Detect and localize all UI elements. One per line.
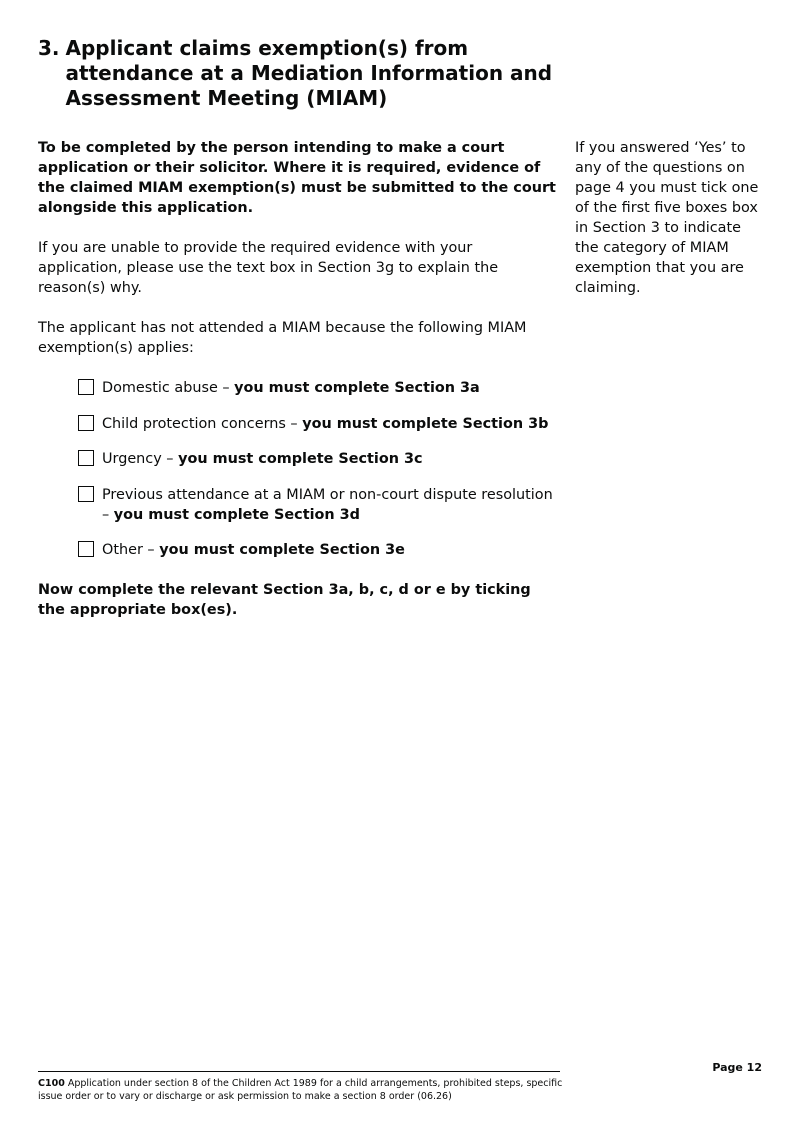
option-label: Domestic abuse –: [102, 380, 235, 396]
option-label: Urgency –: [102, 451, 179, 467]
form-code: C100: [38, 1078, 65, 1089]
closing-instruction: Now complete the relevant Section 3a, b, c, d or e by ticking the appropriate box(es).: [38, 582, 531, 618]
page-number: Page 12: [712, 1061, 762, 1074]
urgency-checkbox[interactable]: [78, 450, 94, 466]
exemption-lead: The applicant has not attended a MIAM because the following MIAM exemption(s) applies:: [38, 320, 527, 356]
other-checkbox[interactable]: [78, 541, 94, 557]
side-note: If you answered ‘Yes’ to any of the questions on page 4 you must tick one of the first five boxes box in Section 3 to indicate the category of MIAM exemption that you are claiming.: [575, 140, 759, 296]
option-label: Previous attendance at a MIAM or non-court dispute resolution –: [102, 486, 553, 523]
section-heading: [38, 36, 578, 111]
domestic-abuse-checkbox[interactable]: [78, 379, 94, 395]
option-previous-attendance: [78, 485, 560, 525]
option-action: you must complete Section 3d: [113, 506, 360, 523]
option-action: you must complete Section 3e: [159, 542, 405, 558]
completion-instructions: To be completed by the person intending to make a court application or their solicitor. Where it is required, evidence of the claimed MIAM exemption(s) must be submitted to the court alongside this application.: [38, 140, 556, 216]
previous-attendance-checkbox[interactable]: [78, 486, 94, 502]
option-action: you must complete Section 3c: [178, 451, 423, 467]
option-label: Child protection concerns –: [102, 415, 303, 432]
option-text: [102, 378, 560, 398]
child-protection-checkbox[interactable]: [78, 415, 94, 431]
section-number: 3.: [38, 36, 60, 60]
option-domestic-abuse: [78, 378, 560, 398]
option-text: [102, 449, 560, 469]
option-label: Other –: [102, 542, 160, 558]
option-urgency: [78, 449, 560, 469]
option-child-protection: [78, 414, 560, 434]
evidence-note: If you are unable to provide the required evidence with your application, please use the text box in Section 3g to explain the reason(s) why.: [38, 240, 499, 296]
footer-form-info: [38, 1078, 578, 1103]
footer-divider: [38, 1071, 560, 1072]
main-content: [38, 138, 560, 620]
option-other: [78, 540, 560, 560]
option-action: you must complete Section 3a: [234, 380, 480, 396]
form-description: Application under section 8 of the Children Act 1989 for a child arrangements, prohibited steps, specific issue order or to vary or discharge or ask permission to make a section 8 order (06.26): [38, 1078, 563, 1102]
option-text: [102, 485, 560, 525]
exemption-options: [78, 378, 560, 560]
section-title: Applicant claims exemption(s) from attendance at a Mediation Information and Assessment Meeting (MIAM): [65, 36, 553, 110]
option-text: [102, 414, 560, 434]
option-action: you must complete Section 3b: [302, 415, 549, 432]
option-text: [102, 540, 560, 560]
